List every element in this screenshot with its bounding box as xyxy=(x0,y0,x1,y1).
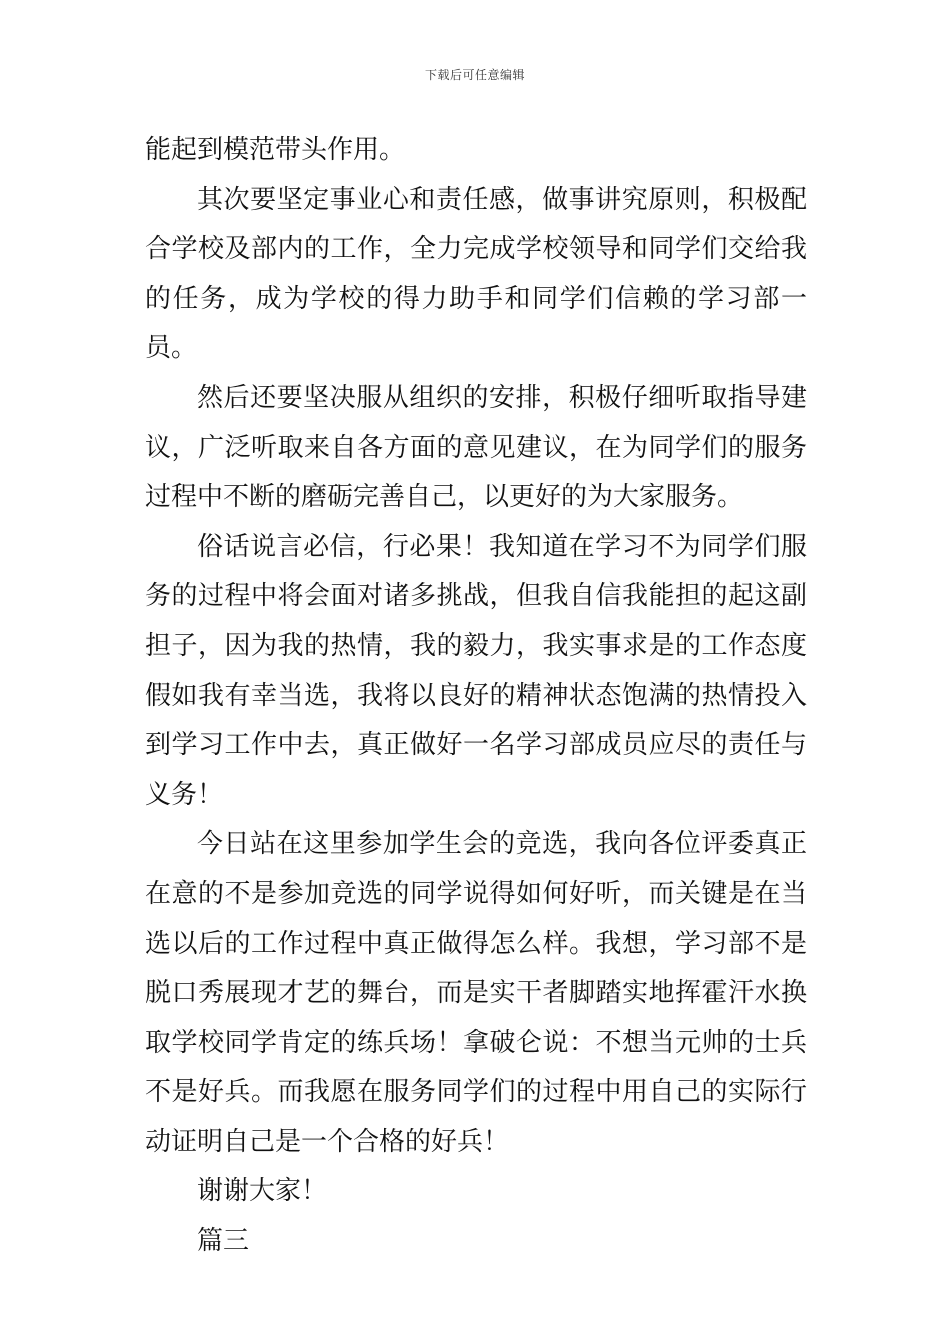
header-note: 下载后可任意编辑 xyxy=(424,68,525,82)
paragraph: 其次要坚定事业心和责任感，做事讲究原则，积极配合学校及部内的工作，全力完成学校领导和同学们交给我的任务，成为学校的得力助手和同学们信赖的学习部一员。 xyxy=(145,184,807,364)
paragraph: 然后还要坚决服从组织的安排，积极仔细听取指导建议，广泛听取来自各方面的意见建议，在为同学们的服务过程中不断的磨砺完善自己，以更好的为大家服务。 xyxy=(145,382,807,513)
paragraph-thanks: 谢谢大家！ xyxy=(197,1176,328,1207)
section-heading: 篇三 xyxy=(197,1226,250,1257)
document-body xyxy=(145,126,807,1267)
paragraph-continuation: 能起到模范带头作用。 xyxy=(145,135,406,165)
paragraph: 俗话说言必信，行必果！我知道在学习不为同学们服务的过程中将会面对诸多挑战，但我自信我能担的起这副担子，因为我的热情，我的毅力，我实事求是的工作态度假如我有幸当选，我将以良好的精神状态饱满的热情投入到学习工作中去，真正做好一名学习部成员应尽的责任与义务！ xyxy=(145,531,807,810)
paragraph: 今日站在这里参加学生会的竞选，我向各位评委真正在意的不是参加竞选的同学说得如何好听，而关键是在当选以后的工作过程中真正做得怎么样。我想，学习部不是脱口秀展现才艺的舞台，而是实干者脚踏实地挥霍汗水换取学校同学肯定的练兵场！拿破仑说：不想当元帅的士兵不是好兵。而我愿在服务同学们的过程中用自己的实际行动证明自己是一个合格的好兵！ xyxy=(145,829,807,1157)
